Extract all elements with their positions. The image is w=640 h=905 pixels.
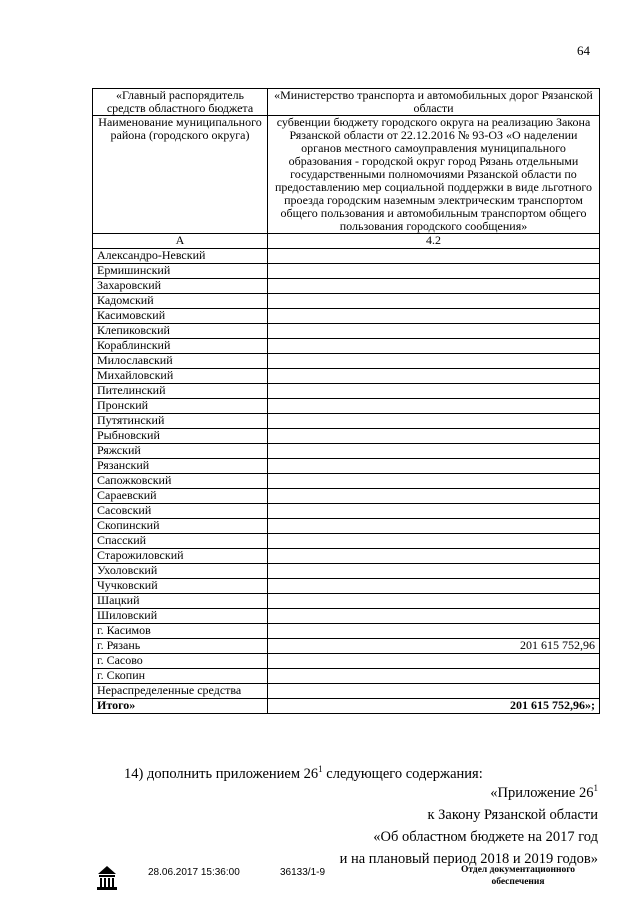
- amendment-main: 14) дополнить приложением 26: [124, 766, 319, 782]
- table-row: [93, 384, 600, 399]
- appendix-line3: «Об областном бюджете на 2017 год: [373, 829, 598, 845]
- district-name: Скопинский: [93, 519, 268, 534]
- table-row: [93, 639, 600, 654]
- district-name: Рязанский: [93, 459, 268, 474]
- footer-dept-line2: обеспечения: [491, 877, 545, 887]
- district-value: [268, 414, 600, 429]
- table-header-row: [93, 89, 600, 116]
- district-value: 201 615 752,96: [268, 639, 600, 654]
- district-name: Чучковский: [93, 579, 268, 594]
- footer-code: 36133/1-9: [280, 867, 326, 878]
- district-name: Михайловский: [93, 369, 268, 384]
- table-row: [93, 519, 600, 534]
- district-value: [268, 324, 600, 339]
- district-name: г. Рязань: [93, 639, 268, 654]
- district-value: [268, 504, 600, 519]
- district-name: Рыбновский: [93, 429, 268, 444]
- appendix-line1: [238, 782, 598, 804]
- table-row: [93, 429, 600, 444]
- district-value: [268, 564, 600, 579]
- district-name: Пронский: [93, 399, 268, 414]
- district-value: [268, 459, 600, 474]
- index-col1: А: [93, 234, 268, 249]
- district-value: [268, 384, 600, 399]
- district-name: Шацкий: [93, 594, 268, 609]
- district-value: [268, 399, 600, 414]
- district-name: Ермишинский: [93, 264, 268, 279]
- duma-building-icon: [92, 864, 122, 894]
- district-name: Сараевский: [93, 489, 268, 504]
- district-value: [268, 309, 600, 324]
- district-name: Александро-Невский: [93, 249, 268, 264]
- district-name: Старожиловский: [93, 549, 268, 564]
- district-value: [268, 369, 600, 384]
- total-row: [93, 699, 600, 714]
- table-index-row: [93, 234, 600, 249]
- district-value: [268, 339, 600, 354]
- district-name: Сасовский: [93, 504, 268, 519]
- district-value: [268, 594, 600, 609]
- amendment-tail: следующего содержания:: [322, 766, 483, 782]
- table-row: [93, 534, 600, 549]
- district-name: Захаровский: [93, 279, 268, 294]
- table-row: [93, 474, 600, 489]
- district-name: Кораблинский: [93, 339, 268, 354]
- table-row: [93, 309, 600, 324]
- footer-date: 28.06.2017 15:36:00: [148, 867, 240, 878]
- district-name: Шиловский: [93, 609, 268, 624]
- district-value: [268, 444, 600, 459]
- subheader-col2: субвенции бюджету городского округа на реализацию Закона Рязанской области от 22.12.2016 № 93-ОЗ «О наделении органов местного самоуправления муниципального образования - городской округ город Рязань отдельными государственными полномочиями Рязанской области по предоставлению мер социальной поддержки в виде льготного проезда городским наземным электрическим транспортом общего пользования и автомобильным транспортом общего пользования городского сообщения»: [268, 116, 600, 234]
- district-name: Путятинский: [93, 414, 268, 429]
- district-value: [268, 519, 600, 534]
- district-value: [268, 624, 600, 639]
- district-value: [268, 549, 600, 564]
- table-row: [93, 279, 600, 294]
- appendix-line1-sup: 1: [593, 783, 598, 794]
- amendment-sup: 1: [318, 764, 323, 775]
- district-name: Касимовский: [93, 309, 268, 324]
- district-value: [268, 264, 600, 279]
- district-name: г. Сасово: [93, 654, 268, 669]
- page-number: 64: [577, 43, 590, 58]
- header-col1: «Главный распорядитель средств областного бюджета: [93, 89, 268, 116]
- table-row: [93, 414, 600, 429]
- district-value: [268, 279, 600, 294]
- table-row: [93, 459, 600, 474]
- table-row: [93, 564, 600, 579]
- district-value: [268, 249, 600, 264]
- district-name: Пителинский: [93, 384, 268, 399]
- footer-dept-line1: Отдел документационного: [460, 865, 576, 875]
- header-col2: «Министерство транспорта и автомобильных дорог Рязанской области: [268, 89, 600, 116]
- table-row: [93, 489, 600, 504]
- district-value: [268, 534, 600, 549]
- district-value: [268, 609, 600, 624]
- table-row: [93, 399, 600, 414]
- table-row: [93, 504, 600, 519]
- district-name: Спасский: [93, 534, 268, 549]
- appendix-line1-text: «Приложение 26: [490, 785, 594, 801]
- table-row: [93, 444, 600, 459]
- table-row: [93, 339, 600, 354]
- subheader-col1: Наименование муниципального района (городского округа): [93, 116, 268, 234]
- table-row: [93, 669, 600, 684]
- appendix-line2: к Закону Рязанской области: [427, 807, 598, 823]
- table-row: [93, 369, 600, 384]
- district-value: [268, 429, 600, 444]
- district-value: [268, 684, 600, 699]
- district-value: [268, 294, 600, 309]
- district-name: Милославский: [93, 354, 268, 369]
- table-subheader-row: [93, 116, 600, 234]
- appendix-line4: и на плановый период 2018 и 2019 годов»: [339, 851, 598, 867]
- table-row: [93, 264, 600, 279]
- district-value: [268, 474, 600, 489]
- table-row: [93, 354, 600, 369]
- district-name: г. Скопин: [93, 669, 268, 684]
- table-row: [93, 549, 600, 564]
- budget-table: [92, 88, 600, 714]
- table-row: [93, 609, 600, 624]
- table-row: [93, 294, 600, 309]
- footer: [0, 864, 640, 904]
- district-name: Кадомский: [93, 294, 268, 309]
- district-name: Нераспределенные средства: [93, 684, 268, 699]
- district-name: г. Касимов: [93, 624, 268, 639]
- table-row: [93, 579, 600, 594]
- table-row: [93, 624, 600, 639]
- table-row: [93, 249, 600, 264]
- district-name: Сапожковский: [93, 474, 268, 489]
- district-value: [268, 579, 600, 594]
- district-name: Клепиковский: [93, 324, 268, 339]
- table-row: [93, 324, 600, 339]
- total-label: Итого»: [93, 699, 268, 714]
- district-value: [268, 354, 600, 369]
- appendix-heading: [238, 782, 598, 870]
- index-col2: 4.2: [268, 234, 600, 249]
- district-value: [268, 654, 600, 669]
- district-name: Ухоловский: [93, 564, 268, 579]
- table-row: [93, 594, 600, 609]
- total-value: 201 615 752,96»;: [268, 699, 600, 714]
- table-row: [93, 654, 600, 669]
- table-row: [93, 684, 600, 699]
- amendment-text: [124, 766, 483, 783]
- district-value: [268, 669, 600, 684]
- footer-department: [448, 864, 588, 888]
- district-name: Ряжский: [93, 444, 268, 459]
- district-value: [268, 489, 600, 504]
